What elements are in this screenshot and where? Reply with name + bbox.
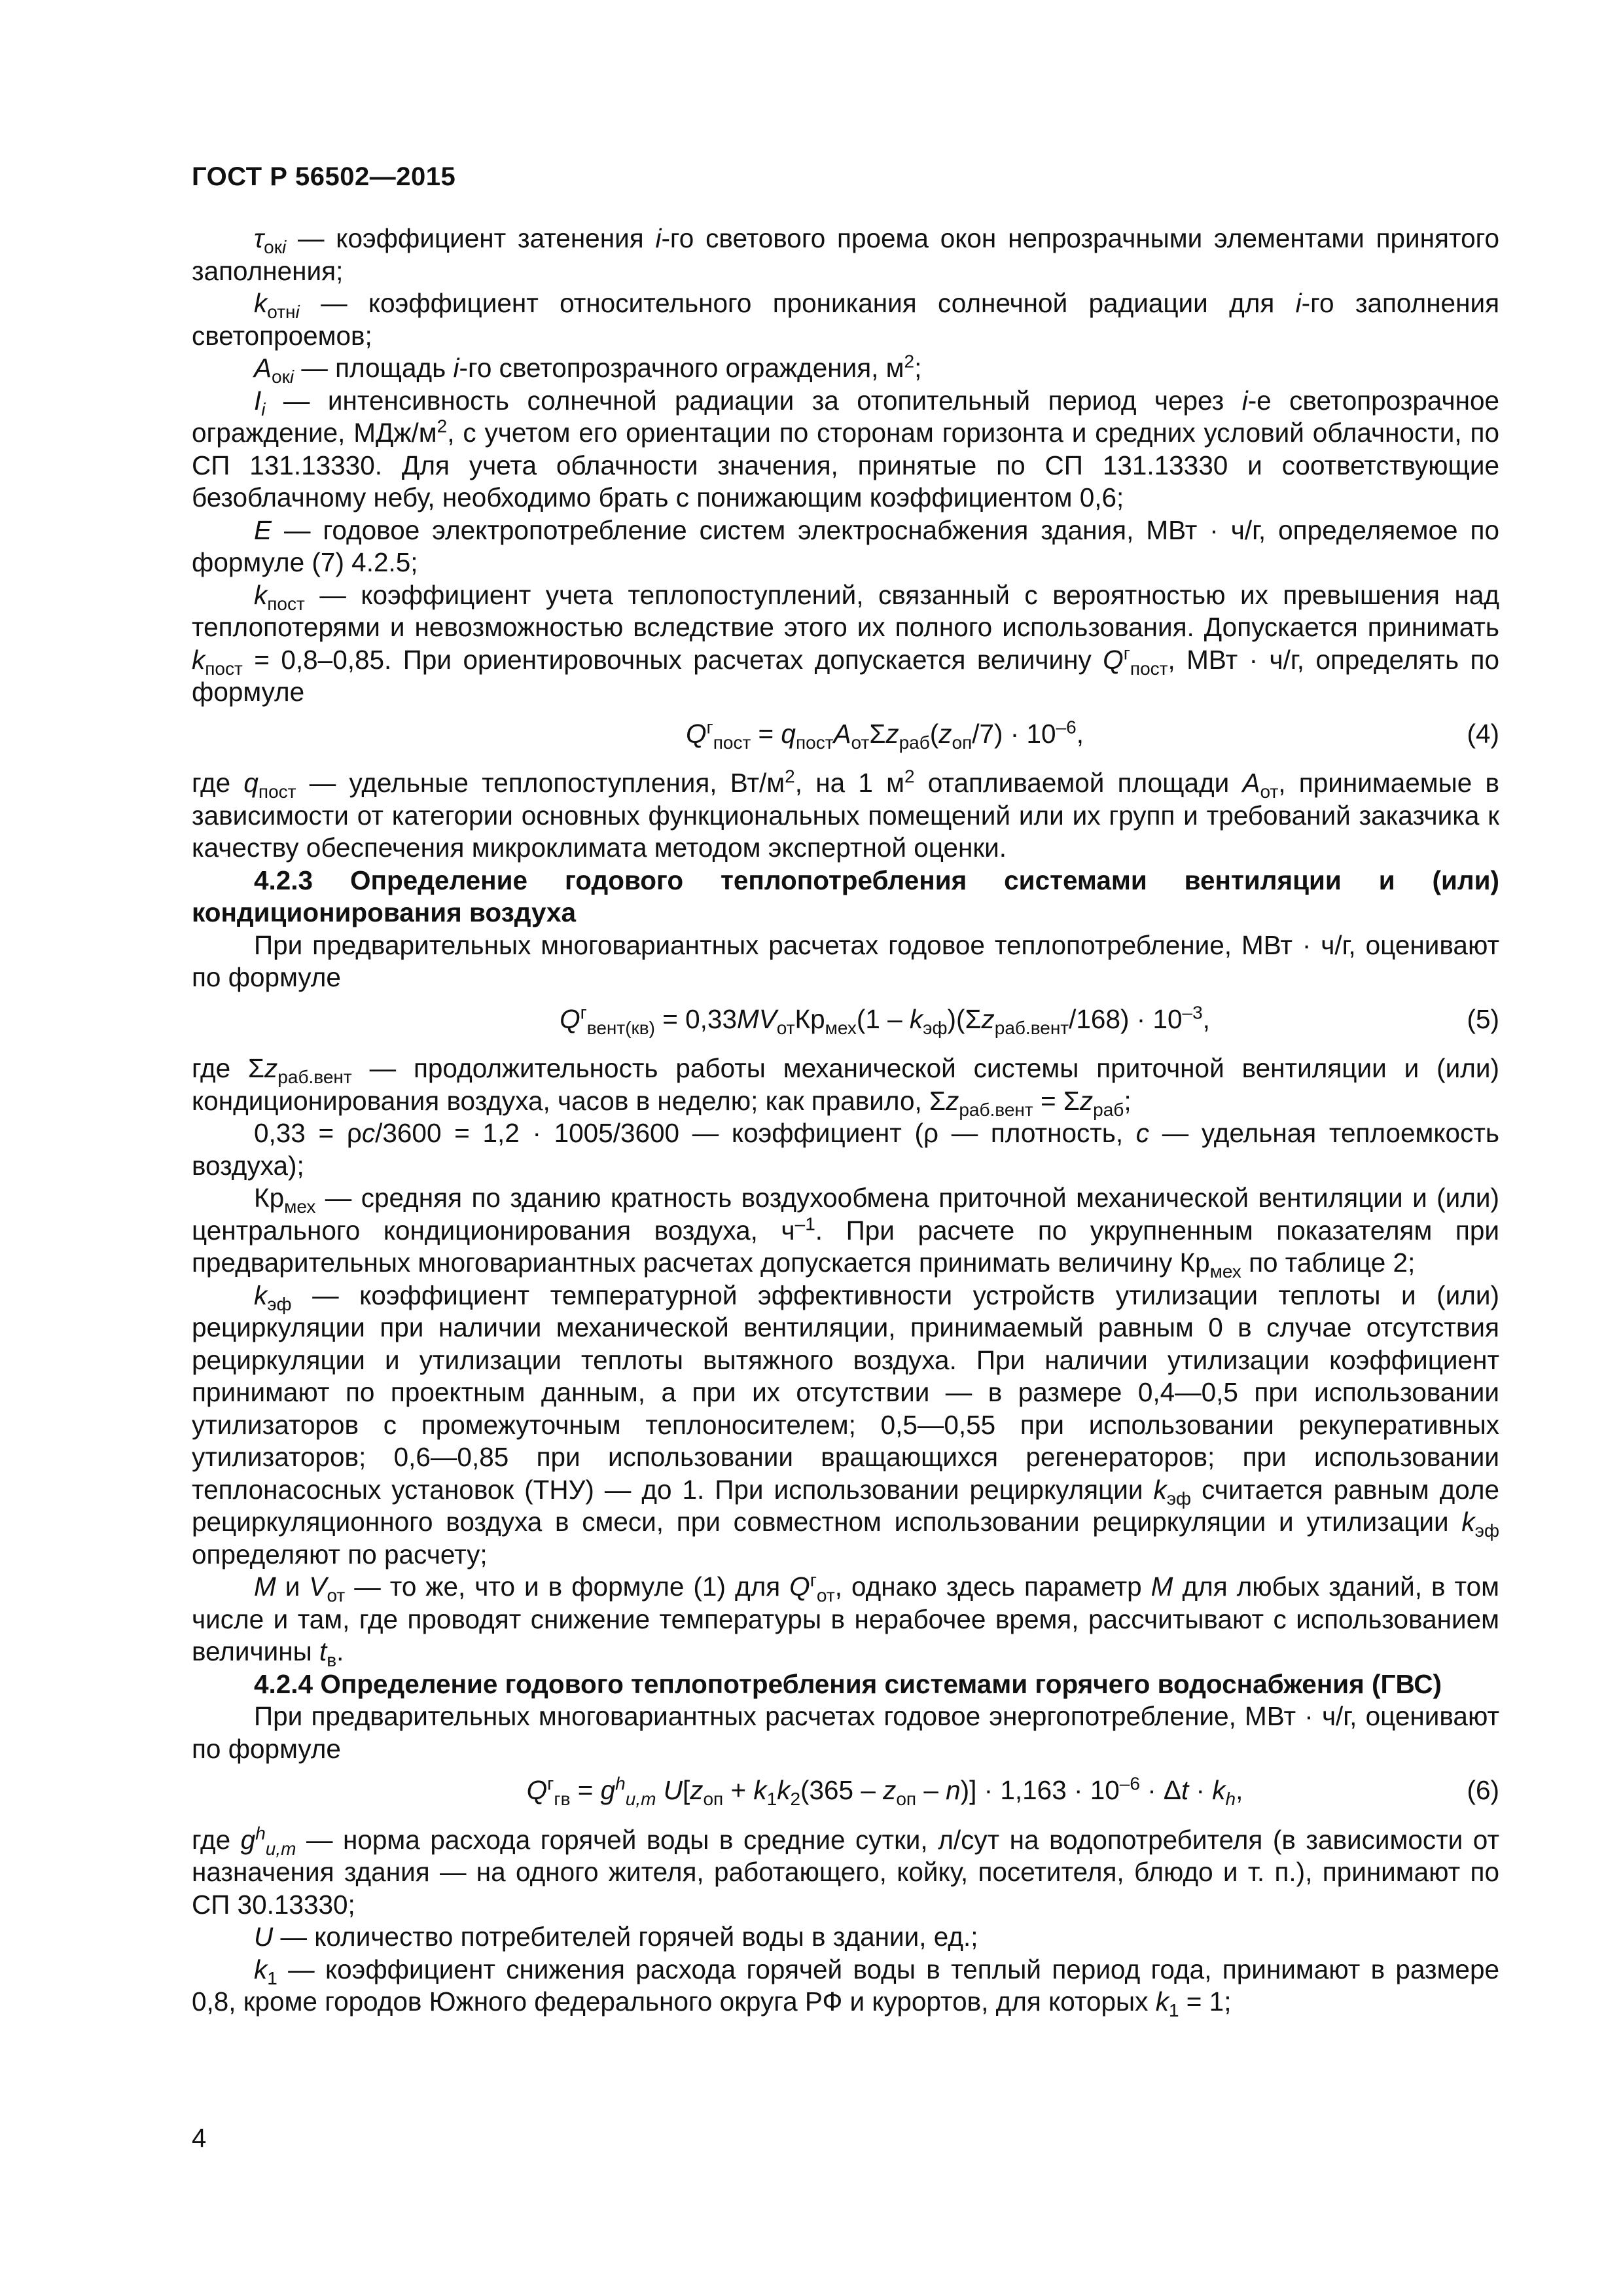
formula-4 [192, 718, 1499, 751]
formula-number: (5) [1467, 1003, 1499, 1034]
paragraph: $k_{отнi}$ — коэффициент относительного проникания солнечной радиации для i-го заполнения светопроемов; [192, 288, 1499, 351]
formula-5 [192, 1003, 1499, 1036]
page-number: 4 [192, 2124, 207, 2153]
paragraph: E — годовое электропотребление систем электроснабжения здания, МВт · ч/г, определяемое по формуле (7) 4.2.5; [192, 514, 1499, 577]
formula-6 [192, 1773, 1499, 1810]
formula-expression: $Q^г_{пост} = q_{пост}A_{от}\Sigma z_{раб}(z_{оп}/7) \cdot 10^{-6}$, [685, 717, 1084, 753]
paragraph: где $\Sigma z_{раб.вент}$ — продолжительность работы механической системы приточной вентиляции и (или) кондиционирования воздуха, часов в неделю; как правило, $\Sigma z_{раб.вент} = \Sigma z_{раб}$; [192, 1053, 1499, 1120]
paragraph: $k_{эф}$ — коэффициент температурной эффективности устройств утилизации теплоты и (или) рециркуляции при наличии механической вентиляции, принимаемый равным 0 в случае отсутствия рециркуляции и утилизации теплоты вытяжного воздуха. При наличии утилизации коэффициент принимают по проектным данным, а при их отсутствии — в размере 0,4—0,5 при использовании утилизаторов с промежуточным теплоносителем; 0,5—0,55 при использовании рекуперативных утилизаторов; 0,6—0,85 при использовании вращающихся регенераторов; при использовании теплонасосных установок (ТНУ) — до 1. При использовании рециркуляции $k_{эф}$ считается равным доле рециркуляционного воздуха в смеси, при совместном использовании рециркуляции и утилизации $k_{эф}$ определяют по расчету; [192, 1280, 1499, 1570]
paragraph: $I_i$ — интенсивность солнечной радиации за отопительный период через i-е светопрозрачное ограждение, МДж/$м^2$, с учетом его ориентации по сторонам горизонта и средних условий облачности, по СП 131.13330. Для учета облачности значения, принятые по СП 131.13330 и соответствующие безоблачному небу, необходимо брать с понижающим коэффициентом 0,6; [192, 385, 1500, 512]
paragraph: 0,33 = ρc/3600 = 1,2 · 1005/3600 — коэффициент (ρ — плотность, c — удельная теплоемкость воздуха); [192, 1118, 1499, 1181]
paragraph: При предварительных многовариантных расчетах годовое энергопотребление, МВт · ч/г, оценивают по формуле [192, 1701, 1499, 1764]
paragraph: При предварительных многовариантных расчетах годовое теплопотребление, МВт · ч/г, оценивают по формуле [192, 929, 1499, 992]
section-heading-4-2-3: 4.2.3 Определение годового теплопотребления системами вентиляции и (или) кондиционирования воздуха [192, 865, 1499, 927]
formula-expression: $Q^г_{вент(кв)} = 0,33MV_{от}Кр_{мех}(1 - k_{эф})(\Sigma z_{раб.вент}/168) \cdot 10^{-3}$, [560, 1002, 1210, 1038]
paragraph: M и $V_{от}$ — то же, что и в формуле (1) для $Q^г_{от}$, однако здесь параметр M для любых зданий, в том числе и там, где проводят снижение температуры в нерабочее время, рассчитывают с использованием величины $t_в$. [192, 1570, 1499, 1671]
paragraph: $\tau_{окi}$ — коэффициент затенения i-го светового проема окон непрозрачными элементами принятого заполнения; [192, 223, 1500, 286]
formula-expression: $Q^г_{гв} = g^h_{u,m}$ $U[z_{оп} + k_1k_2(365 - z_{оп} - n)] \cdot 1,163 \cdot 10^{-6} \cdot \Delta t \cdot k_h$, [526, 1773, 1243, 1810]
paragraph: $k_{пост}$ — коэффициент учета теплопоступлений, связанный с вероятностью их превышения над теплопотерями и невозможностью вследствие этого их полного использования. Допускается принимать $k_{пост} = 0,8-0,85$. При ориентировочных расчетах допускается величину $Q^г_{пост}$, МВт · ч/г, определять по формуле [192, 579, 1499, 707]
paragraph: где $g^h_{u,m}$ — норма расхода горячей воды в средние сутки, л/сут на водопотребителя (в зависимости от назначения здания — на одного жителя, работающего, койку, посетителя, блюдо и т. п.), принимают по СП 30.13330; [192, 1823, 1499, 1920]
section-heading-4-2-4: 4.2.4 Определение годового теплопотребления системами горячего водоснабжения (ГВС) [254, 1668, 1442, 1699]
formula-number: (6) [1467, 1775, 1499, 1805]
paragraph: $k_1$ — коэффициент снижения расхода горячей воды в теплый период года, принимают в размере 0,8, кроме городов Южного федерального округа РФ и курортов, для которых $k_1 = 1$; [192, 1954, 1499, 2021]
formula-number: (4) [1467, 718, 1499, 749]
document-body [192, 223, 1500, 2021]
paragraph: $Кр_{мех}$ — средняя по зданию кратность воздухообмена приточной механической вентиляции и (или) центрального кондиционирования воздуха, $ч^{-1}$. При расчете по укрупненным показателям при предварительных многовариантных расчетах допускается принимать величину $Кр_{мех}$ по таблице 2; [192, 1183, 1499, 1282]
paragraph: где $q_{пост}$ — удельные теплопоступления, $Вт/м^2$, на 1 $м^2$ отапливаемой площади $A_{от}$, принимаемые в зависимости от категории основных функциональных помещений или их групп и требований заказчика к качеству обеспечения микроклимата методом экспертной оценки. [192, 766, 1499, 863]
paragraph: $A_{окi}$ — площадь i-го светопрозрачного ограждения, $м^2$; [254, 351, 922, 387]
paragraph: U — количество потребителей горячей воды в здании, ед.; [254, 1922, 978, 1952]
document-header: ГОСТ Р 56502—2015 [192, 162, 456, 191]
